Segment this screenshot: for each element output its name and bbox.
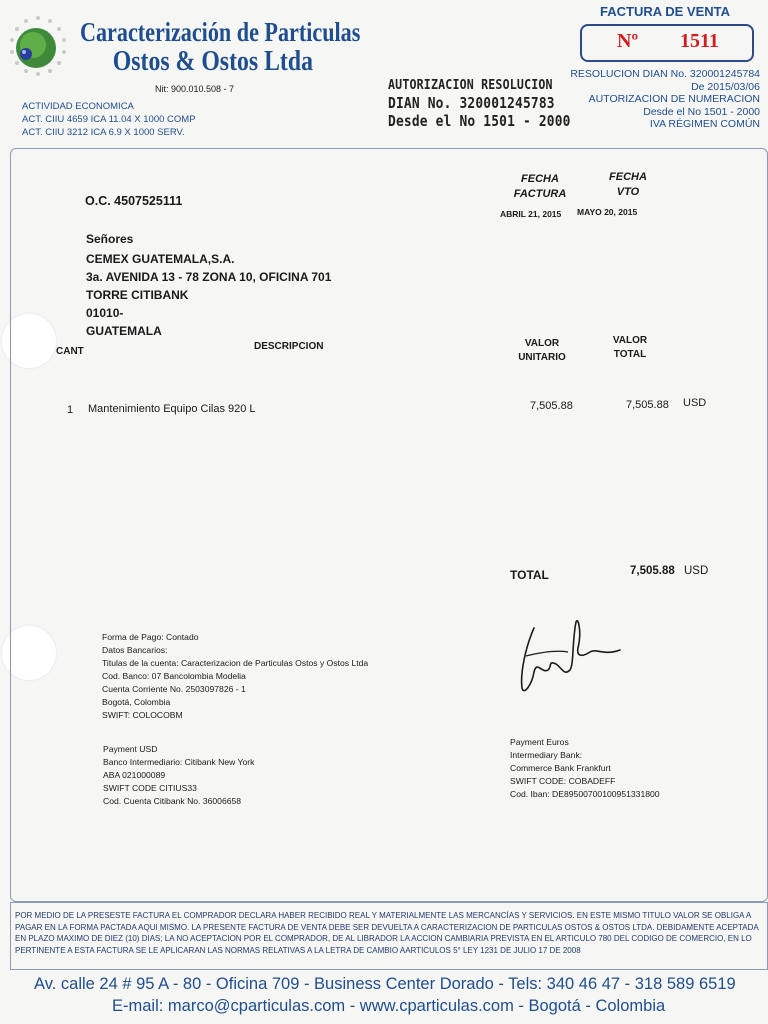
due-date: MAYO 20, 2015 xyxy=(577,207,638,217)
payment-line: Cod. Iban: DE89500700100951331800 xyxy=(510,789,660,799)
payment-line: Cuenta Corriente No. 2503097826 - 1 xyxy=(102,684,246,694)
column-header-line: TOTAL xyxy=(613,349,647,360)
payment-line: Commerce Bank Frankfurt xyxy=(510,763,611,773)
payment-line: SWIFT CODE: COBADEFF xyxy=(510,776,616,786)
purchase-order: O.C. 4507525111 xyxy=(85,194,183,208)
payment-line: Cod. Banco: 07 Bancolombia Modelia xyxy=(102,671,246,681)
client-block xyxy=(86,230,331,340)
resolution-line: RESOLUCION DIAN No. 320001245784 xyxy=(570,68,760,80)
due-date-label-line: FECHA xyxy=(609,171,647,183)
payment-line: Intermediary Bank: xyxy=(510,750,583,760)
invoice-title: FACTURA DE VENTA xyxy=(600,4,730,19)
invoice-number: 1511 xyxy=(680,30,719,52)
due-date-label-line: VTO xyxy=(616,186,640,198)
column-header-unit-value xyxy=(510,337,574,365)
invoice-date-label-line: FECHA xyxy=(521,173,559,185)
total-label: TOTAL xyxy=(510,568,549,582)
client-address: TORRE CITIBANK xyxy=(86,288,189,302)
client-address: 3a. AVENIDA 13 - 78 ZONA 10, OFICINA 701 xyxy=(86,270,332,284)
column-header-line: VALOR xyxy=(612,335,648,346)
line-item-currency: USD xyxy=(683,397,707,409)
column-header-line: UNITARIO xyxy=(518,352,566,363)
invoice-number-box xyxy=(580,24,754,62)
client-country: GUATEMALA xyxy=(86,324,162,338)
payment-line: Cod. Cuenta Citibank No. 36006658 xyxy=(103,796,242,806)
column-header-qty: CANT xyxy=(56,346,84,357)
economic-activity xyxy=(22,100,196,139)
client-postal-code: 01010- xyxy=(86,306,124,320)
invoice-number-label: Nº xyxy=(617,30,639,52)
payment-line: ABA 021000089 xyxy=(103,770,166,780)
line-item-total-value: 7,505.88 xyxy=(626,399,669,411)
activity-line: ACTIVIDAD ECONOMICA xyxy=(22,101,134,112)
company-name-line2: Ostos & Ostos Ltda xyxy=(112,45,313,77)
authorization-line: DIAN No. 320001245783 xyxy=(388,94,555,112)
payment-line: SWIFT CODE CITIUS33 xyxy=(103,783,197,793)
payment-details-colombia xyxy=(102,631,368,722)
due-date-label xyxy=(593,170,663,200)
authorization-stamp xyxy=(388,76,571,130)
payment-line: Payment Euros xyxy=(510,737,569,747)
company-name xyxy=(80,17,361,77)
line-item-qty: 1 xyxy=(67,404,74,416)
resolution-line: IVA RÉGIMEN COMÚN xyxy=(649,118,760,130)
invoice-date-label xyxy=(505,172,575,202)
line-item-unit-value: 7,505.88 xyxy=(530,400,573,412)
total-currency: USD xyxy=(684,565,709,577)
payment-line: Forma de Pago: Contado xyxy=(102,632,199,642)
payment-line: Titulas de la cuenta: Caracterizacion de Particulas Ostos y Ostos Ltda xyxy=(102,658,369,668)
payment-line: Payment USD xyxy=(103,744,158,754)
activity-line: ACT. CIIU 3212 ICA 6.9 X 1000 SERV. xyxy=(22,127,185,138)
column-header-total-value xyxy=(600,334,660,362)
line-item-description: Mantenimiento Equipo Cilas 920 L xyxy=(88,403,256,415)
payment-details-usd xyxy=(103,743,254,808)
payment-line: SWIFT: COLOCOBM xyxy=(102,710,183,720)
client-name: CEMEX GUATEMALA,S.A. xyxy=(86,252,235,266)
company-nit: Nit: 900.010.508 - 7 xyxy=(155,84,235,94)
authorization-line: Desde el No 1501 - 2000 xyxy=(388,112,571,130)
payment-line: Banco Intermediario: Citibank New York xyxy=(103,757,255,767)
footer-contact: E-mail: marco@cparticulas.com - www.cparticulas.com - Bogotá - Colombia xyxy=(112,997,666,1015)
resolution-line: AUTORIZACION DE NUMERACION xyxy=(588,93,760,105)
footer-address: Av. calle 24 # 95 A - 80 - Oficina 709 - Business Center Dorado - Tels: 340 46 47 - 318 589 6519 xyxy=(34,975,736,993)
resolution-line: De 2015/03/06 xyxy=(691,80,760,93)
client-greeting: Señores xyxy=(86,232,134,246)
activity-line: ACT. CIIU 4659 ICA 11.04 X 1000 COMP xyxy=(22,114,196,125)
company-name-line1: Caracterización de Particulas xyxy=(80,17,361,47)
column-header-line: VALOR xyxy=(524,338,560,349)
resolution-line: Desde el No 1501 - 2000 xyxy=(643,105,760,118)
invoice-date-label-line: FACTURA xyxy=(513,188,567,200)
total-value: 7,505.88 xyxy=(630,565,675,577)
dian-resolution xyxy=(560,68,760,131)
invoice-date: ABRIL 21, 2015 xyxy=(500,209,562,219)
company-logo xyxy=(6,14,70,78)
authorization-line: AUTORIZACION RESOLUCION xyxy=(388,77,553,93)
payment-line: Bogotá, Colombia xyxy=(102,697,171,707)
column-header-description: DESCRIPCION xyxy=(254,341,324,352)
payment-line: Datos Bancarios: xyxy=(102,645,168,655)
signature xyxy=(512,612,632,702)
payment-details-euros xyxy=(510,736,660,801)
legal-notice: POR MEDIO DE LA PRESESTE FACTURA EL COMPRADOR DECLARA HABER RECIBIDO REAL Y MATERIALMENTE LAS MERCANCÍAS Y SERVICIOS. EN ESTE MISMO TITULO VALOR SE OBLIGA A PAGAR EN LA FORMA PACTADA AQUI MISMO. LA PRESENTE FACTURA DE VENTA DEBE SER DEVUELTA A CARACTERIZACION DE PARTICULAS OSTOS & OSTOS LTDA. DEBIDAMENTE ACEPTADA EN PLAZO MAXIMO DE DIEZ (10) DIAS; LA NO ACEPTACION POR EL COMPRADOR, DE AL LIBRADOR LA ACCION CAMBIARIA PREVISTA EN EL ARTICULO 780 DEL CODIGO DE COMERCIO, EN LO PERTINENTE A ESTA FACTURA SE LE APLICARAN LAS NORMAS RELATIVAS A LA LETRA DE CAMBIO AARTICULOS 5° LEY 1231 DE JULIO 17 DE 2008 xyxy=(15,911,759,955)
